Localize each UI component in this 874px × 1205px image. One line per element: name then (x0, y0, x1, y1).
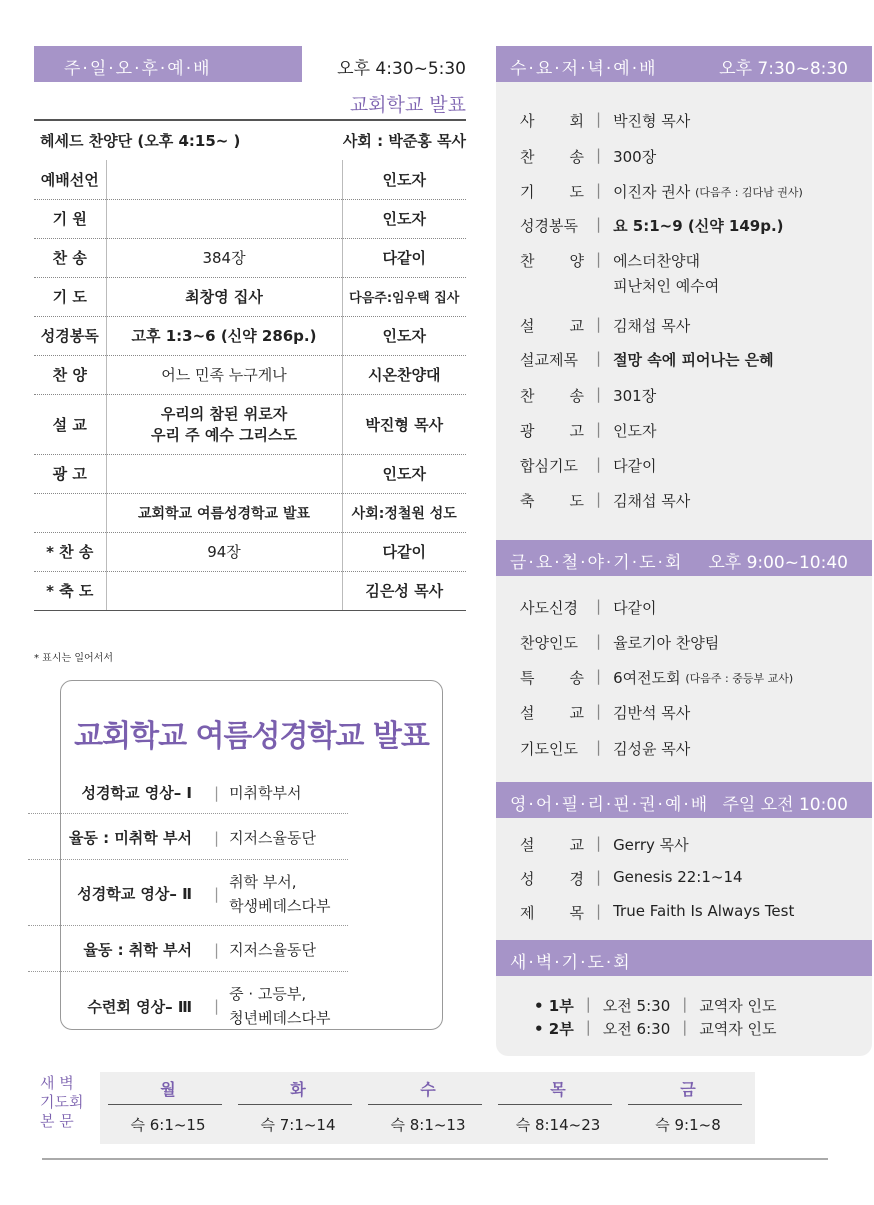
weekday-header: 금 (680, 1080, 696, 1099)
separator: | (596, 385, 602, 403)
english-header (496, 782, 872, 818)
wed-row-value: 요 5:1~9 (신약 149p.) (613, 217, 784, 235)
wed-row-label: 찬 송 (520, 387, 584, 405)
fri-row-label: 찬양인도 (520, 634, 578, 652)
order-item: * 축 도 (34, 571, 106, 610)
weekly-side-label-3: 본 문 (40, 1112, 74, 1130)
table-row (34, 454, 466, 493)
order-detail: 교회학교 여름성경학교 발표 (106, 493, 342, 532)
standing-note: * 표시는 일어서서 (34, 653, 113, 664)
order-leader: 인도자 (342, 316, 466, 355)
weekday-rule (368, 1104, 482, 1105)
order-detail: 최창영 집사 (106, 277, 342, 316)
fri-row-value: 다같이 (613, 599, 657, 617)
separator: | (596, 181, 602, 199)
eng-row (520, 902, 794, 923)
wed-row-value: 인도자 (613, 422, 657, 440)
dawn-time: 오전 5:30 (602, 997, 671, 1015)
school-presentation-label: 교회학교 발표 (349, 94, 466, 116)
weekday-header: 화 (290, 1080, 306, 1099)
separator: | (596, 834, 602, 852)
school-row-item: 수련회 영상– Ⅲ (87, 997, 192, 1016)
dawn-leader: 교역자 인도 (699, 1020, 777, 1038)
wed-row-label: 설교제목 (520, 351, 578, 369)
order-leader: 다같이 (342, 238, 466, 277)
sermon-title-line1: 우리의 참된 위로자 (160, 405, 288, 423)
friday-header (496, 540, 872, 576)
friday-time: 오후 9:00~10:40 (708, 553, 848, 573)
separator: | (596, 597, 602, 615)
order-detail: 384장 (106, 238, 342, 277)
separator: | (682, 995, 688, 1013)
hesed-host: 사회 : 박준홍 목사 (342, 131, 466, 150)
table-row (34, 277, 466, 316)
wed-row (520, 385, 656, 406)
eng-row-value: Gerry 목사 (613, 836, 689, 854)
order-detail (106, 571, 342, 610)
dawn-part: • 2부 (534, 1020, 574, 1038)
english-time: 주일 오전 10:00 (722, 795, 848, 815)
order-item: 찬 양 (34, 355, 106, 394)
wed-row-note: (다음주 : 김다남 권사) (695, 186, 803, 199)
school-row-group-line2: 청년베데스다부 (229, 1009, 331, 1027)
school-row-group (229, 870, 330, 918)
wed-row (520, 146, 656, 167)
separator: | (596, 738, 602, 756)
wed-row (520, 349, 774, 370)
separator: | (585, 1018, 591, 1036)
fri-row-value: 김반석 목사 (613, 704, 691, 722)
table-row (34, 355, 466, 394)
wed-row-value: 김채섭 목사 (613, 317, 691, 335)
separator: | (596, 110, 602, 128)
dawn-time: 오전 6:30 (602, 1020, 671, 1038)
order-leader: 시온찬양대 (342, 355, 466, 394)
fri-row-label: 기도인도 (520, 740, 578, 758)
wed-row-value-line2: 피난처인 예수여 (613, 277, 720, 295)
order-leader: 사회:정철원 성도 (342, 493, 466, 532)
fri-row-label: 특 송 (520, 669, 584, 687)
separator: | (596, 420, 602, 438)
wed-row-value: 다같이 (613, 457, 657, 475)
hesed-choir: 헤세드 찬양단 (오후 4:15~ ) (40, 131, 241, 150)
wed-row-label: 합심기도 (520, 457, 578, 475)
weekday-verse: 슥 7:1~14 (260, 1116, 336, 1134)
eng-row-value: Genesis 22:1~14 (613, 868, 743, 886)
weekday-verse: 슥 8:14~23 (515, 1116, 601, 1134)
sunday-order-table (34, 160, 466, 611)
fri-row (520, 738, 690, 759)
separator: | (596, 349, 602, 367)
school-row-group: 지저스율동단 (229, 828, 317, 847)
school-row-item: 율동 : 미취학 부서 (68, 829, 192, 847)
bottom-rule (42, 1158, 828, 1160)
eng-row-label: 설 교 (520, 836, 584, 854)
separator: | (214, 997, 220, 1015)
eng-row (520, 868, 743, 889)
dawn-header (496, 940, 872, 976)
fri-row-value: 율로기아 찬양팀 (613, 634, 720, 652)
wed-row-label: 성경봉독 (520, 217, 578, 235)
wed-row (520, 215, 784, 236)
fri-row (520, 667, 793, 688)
fri-row (520, 597, 657, 618)
order-leader: 인도자 (342, 454, 466, 493)
dawn-title: 새·벽·기·도·회 (510, 953, 632, 973)
weekday-verse: 슥 8:1~13 (390, 1116, 466, 1134)
school-row-item: 성경학교 영상– Ⅰ (81, 784, 192, 802)
order-item: 설 교 (34, 394, 106, 454)
separator: | (214, 828, 220, 847)
order-detail: 어느 민족 누구게나 (106, 355, 342, 394)
wed-row-value: 300장 (613, 148, 657, 166)
separator: | (596, 490, 602, 508)
wed-row-value: 301장 (613, 387, 657, 405)
wed-row-value: 절망 속에 피어나는 은혜 (613, 351, 774, 369)
separator: | (596, 146, 602, 164)
order-leader: 다같이 (342, 532, 466, 571)
order-leader: 박진형 목사 (342, 394, 466, 454)
school-row-item: 성경학교 영상– Ⅱ (77, 885, 192, 903)
dawn-row (534, 995, 777, 1016)
separator: | (596, 250, 602, 268)
separator: | (596, 632, 602, 650)
fri-row (520, 702, 690, 723)
order-detail (106, 160, 342, 199)
weekday-verse: 슥 6:1~15 (130, 1116, 206, 1134)
weekly-side-label-1: 새 벽 (40, 1074, 74, 1092)
wednesday-title: 수·요·저·녁·예·배 (510, 59, 658, 79)
school-row (28, 974, 348, 1038)
order-leader: 인도자 (342, 199, 466, 238)
separator: | (682, 1018, 688, 1036)
wed-row-value: 박진형 목사 (613, 112, 691, 130)
table-row (34, 238, 466, 277)
sunday-title: 주·일·오·후·예·배 (64, 59, 212, 79)
sunday-header (34, 46, 466, 82)
fri-row-label: 설 교 (520, 704, 584, 722)
sunday-time: 오후 4:30~5:30 (337, 59, 466, 79)
separator: | (596, 455, 602, 473)
order-detail: 고후 1:3~6 (신약 286p.) (106, 316, 342, 355)
separator: | (596, 215, 602, 233)
sermon-title (106, 394, 342, 454)
weekday-header: 수 (420, 1080, 436, 1099)
wed-row-label: 사 회 (520, 112, 584, 130)
fri-row (520, 632, 719, 653)
school-row (28, 928, 348, 972)
wed-row (520, 490, 690, 511)
english-title: 영·어·필·리·핀·권·예·배 (510, 795, 710, 815)
dawn-leader: 교역자 인도 (699, 997, 777, 1015)
hesed-row (34, 123, 466, 157)
fri-row-label: 사도신경 (520, 599, 578, 617)
wed-row-value (613, 250, 719, 296)
dawn-part: • 1부 (534, 997, 574, 1015)
wed-row-value: 김채섭 목사 (613, 492, 691, 510)
order-item: 기 원 (34, 199, 106, 238)
wed-row (520, 315, 690, 336)
order-item: 예배선언 (34, 160, 106, 199)
wed-row-label: 찬 양 (520, 252, 584, 270)
separator: | (596, 902, 602, 920)
weekday-rule (498, 1104, 612, 1105)
eng-row-label: 제 목 (520, 904, 584, 922)
wed-row (520, 420, 657, 441)
friday-title: 금·요·철·야·기·도·회 (510, 553, 684, 573)
fri-row-value: 김성윤 목사 (613, 740, 691, 758)
weekly-side-label-2: 기도회 (40, 1093, 84, 1111)
order-leader: 김은성 목사 (342, 571, 466, 610)
table-row (34, 571, 466, 610)
wed-row (520, 250, 719, 296)
wednesday-time: 오후 7:30~8:30 (719, 59, 848, 79)
table-row (34, 493, 466, 532)
order-item (34, 493, 106, 532)
order-item: * 찬 송 (34, 532, 106, 571)
school-row-group: 미취학부서 (229, 783, 302, 802)
weekday-rule (628, 1104, 742, 1105)
order-item: 찬 송 (34, 238, 106, 277)
school-row (28, 772, 348, 814)
table-top-rule (34, 119, 466, 121)
fri-row-value: 6여전도회 (613, 669, 681, 687)
order-item: 성경봉독 (34, 316, 106, 355)
order-detail (106, 454, 342, 493)
wednesday-header (496, 46, 872, 82)
school-row-item: 율동 : 취학 부서 (83, 941, 192, 959)
dawn-row (534, 1018, 777, 1039)
table-row (34, 160, 466, 199)
school-row-group (229, 982, 330, 1030)
wed-row-label: 기 도 (520, 183, 584, 201)
separator: | (214, 940, 220, 959)
table-row (34, 394, 466, 454)
school-row-group: 지저스율동단 (229, 940, 317, 959)
wed-row (520, 181, 803, 202)
wed-row (520, 110, 690, 131)
school-row (28, 816, 348, 860)
table-row (34, 199, 466, 238)
wed-row-label: 설 교 (520, 317, 584, 335)
wed-row-label: 찬 송 (520, 148, 584, 166)
fri-row-note: (다음주 : 중등부 교사) (685, 672, 794, 685)
school-row-group-line2: 학생베데스다부 (229, 896, 331, 915)
eng-row-value: True Faith Is Always Test (613, 902, 795, 920)
wed-row-value: 이진자 권사 (613, 183, 691, 201)
school-box-title: 교회학교 여름성경학교 발표 (74, 719, 429, 754)
table-row (34, 532, 466, 571)
sermon-title-line2: 우리 주 예수 그리스도 (150, 426, 298, 444)
order-leader: 다음주:임우택 집사 (342, 277, 466, 316)
separator: | (214, 783, 220, 802)
weekday-rule (238, 1104, 352, 1105)
school-row (28, 862, 348, 926)
weekday-rule (108, 1104, 222, 1105)
eng-row-label: 성 경 (520, 870, 584, 888)
separator: | (214, 884, 220, 903)
order-leader: 인도자 (342, 160, 466, 199)
separator: | (596, 315, 602, 333)
table-row (34, 316, 466, 355)
wed-row-label: 광 고 (520, 422, 584, 440)
wed-row-value-line1: 에스더찬양대 (613, 252, 701, 270)
wed-row-label: 축 도 (520, 492, 584, 510)
separator: | (596, 868, 602, 886)
weekday-header: 월 (160, 1080, 176, 1099)
order-detail (106, 199, 342, 238)
order-item: 기 도 (34, 277, 106, 316)
school-row-group-line1: 중 · 고등부, (229, 985, 307, 1003)
separator: | (585, 995, 591, 1013)
school-row-group-line1: 취학 부서, (229, 872, 297, 891)
order-item: 광 고 (34, 454, 106, 493)
weekday-verse: 슥 9:1~8 (655, 1116, 721, 1134)
separator: | (596, 702, 602, 720)
weekday-header: 목 (550, 1080, 566, 1099)
wed-row (520, 455, 657, 476)
separator: | (596, 667, 602, 685)
order-detail: 94장 (106, 532, 342, 571)
eng-row (520, 834, 689, 855)
